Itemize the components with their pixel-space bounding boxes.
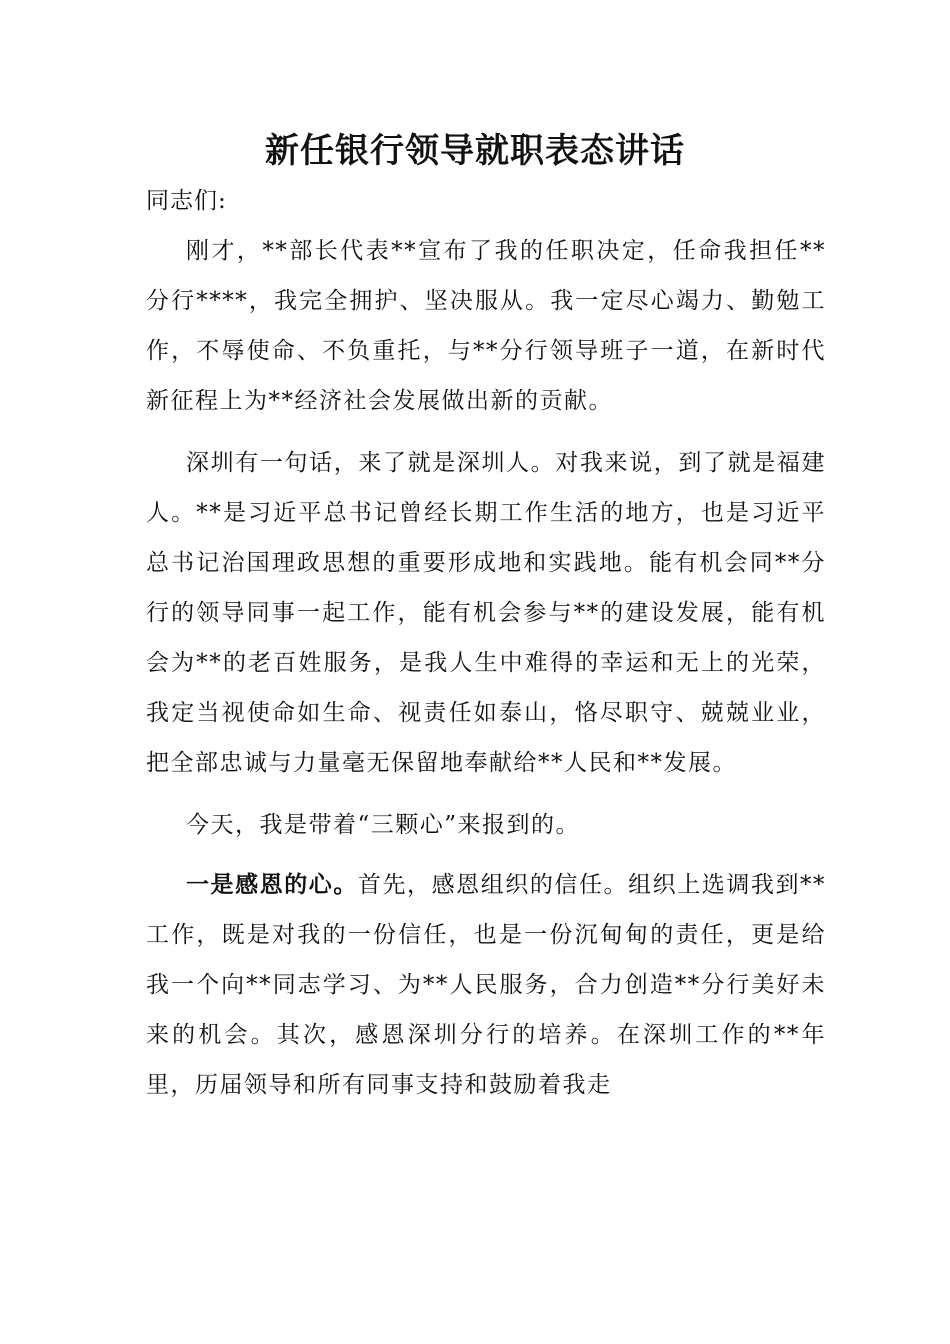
paragraph-fujian	[146, 438, 826, 788]
paragraph-text: 深圳有一句话，来了就是深圳人。对我来说，到了就是福建人。**是习近平总书记曾经长期工作生活的地方，也是习近平总书记治国理政思想的重要形成地和实践地。能有机会同**分行的领导同事一起工作，能有机会参与**的建设发展，能有机会为**的老百姓服务，是我人生中难得的幸运和无上的光荣，我定当视使命如生命、视责任如泰山，恪尽职守、兢兢业业，把全部忠诚与力量毫无保留地奉献给**人民和**发展。	[146, 450, 826, 776]
paragraph-text: 今天，我是带着“三颗心”来报到的。	[186, 812, 581, 838]
paragraph-three-hearts	[146, 800, 826, 850]
salutation: 同志们:	[146, 188, 227, 214]
paragraph-text: 刚才，**部长代表**宣布了我的任职决定，任命我担任**分行****，我完全拥护、坚决服从。我一定尽心竭力、勤勉工作，不辱使命、不负重托，与**分行领导班子一道，在新时代新征程上为**经济社会发展做出新的贡献。	[146, 238, 826, 414]
document-body	[146, 176, 826, 1110]
paragraph-lead: 一是感恩的心。	[186, 871, 358, 898]
paragraph-text: 首先，感恩组织的信任。组织上选调我到**工作，既是对我的一份信任，也是一份沉甸甸的责任，更是给我一个向**同志学习、为**人民服务，合力创造**分行美好未来的机会。其次，感恩深圳分行的培养。在深圳工作的**年里，历届领导和所有同事支持和鼓励着我走	[146, 872, 827, 1098]
paragraph-gratitude	[146, 860, 826, 1110]
document-title: 新任银行领导就职表态讲话	[265, 131, 685, 171]
paragraph-appointment	[146, 226, 826, 426]
